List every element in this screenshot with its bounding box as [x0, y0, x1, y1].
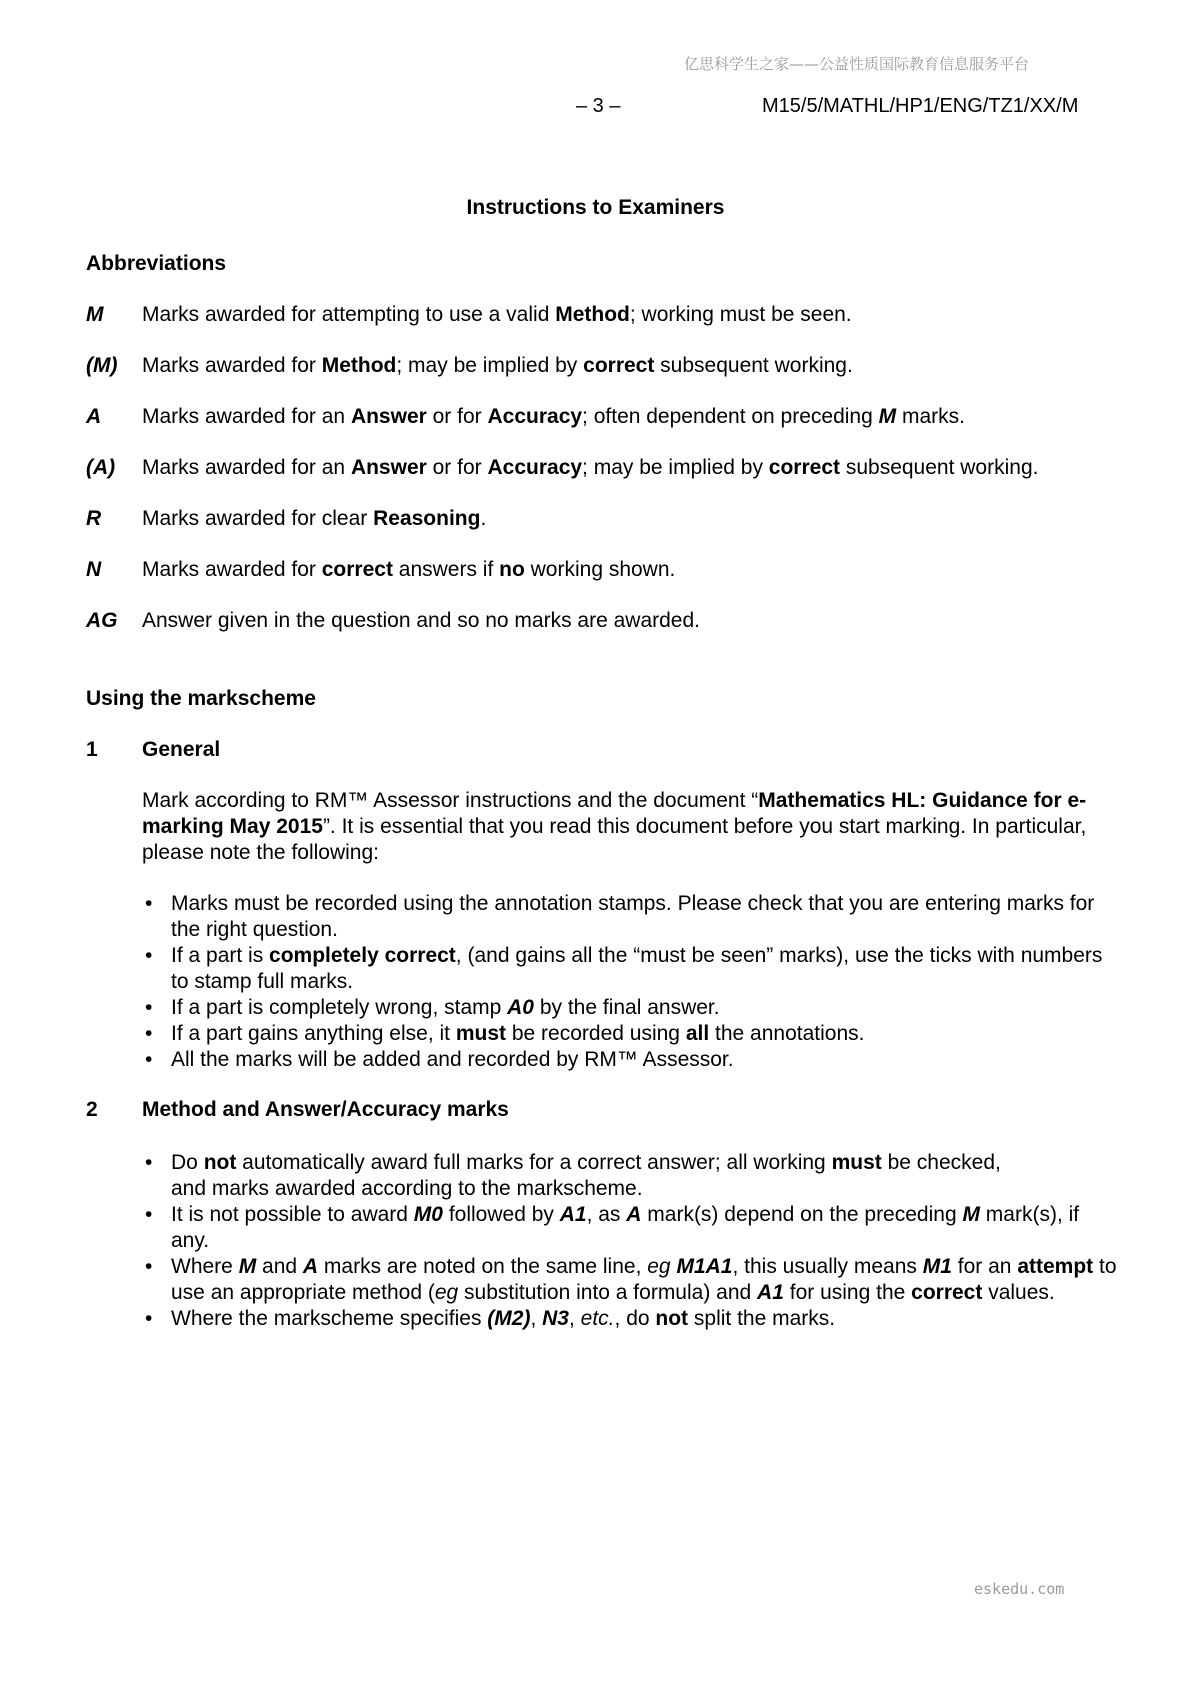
footer-watermark: eskedu.com: [974, 1580, 1065, 1598]
section-number: 2: [86, 1098, 98, 1121]
general-intro-paragraph: Mark according to RM™ Assessor instructions and the document “Mathematics HL: Guidance for e-marking May 2015”. It is essential that you read this document before you start marking. In particular, please note the following:: [142, 789, 1087, 864]
section-number: 1: [86, 738, 98, 761]
abbr-code: A: [86, 405, 102, 428]
list-item: • If a part is completely correct, (and gains all the “must be seen” marks), use the ticks with numbers to stamp full marks.: [142, 943, 1122, 995]
page-title: Instructions to Examiners: [466, 196, 725, 219]
list-item: • All the marks will be added and recorded by RM™ Assessor.: [142, 1047, 1122, 1073]
list-item: • It is not possible to award M0 followed by A1, as A mark(s) depend on the preceding M mark(s), if any.: [142, 1202, 1122, 1254]
abbr-definition: Marks awarded for attempting to use a valid Method; working must be seen.: [142, 303, 852, 326]
abbr-code: R: [86, 507, 102, 530]
abbr-code: M: [86, 303, 104, 326]
abbr-code: N: [86, 558, 102, 581]
abbr-code: (M): [86, 354, 118, 377]
section-heading-general: General: [142, 738, 221, 761]
document-code: M15/5/MATHL/HP1/ENG/TZ1/XX/M: [762, 95, 1079, 117]
using-markscheme-heading: Using the markscheme: [86, 687, 316, 710]
list-item: • If a part is completely wrong, stamp A0 by the final answer.: [142, 995, 1122, 1021]
abbreviations-heading: Abbreviations: [86, 252, 227, 275]
list-item: • Marks must be recorded using the annotation stamps. Please check that you are entering marks for the right question.: [142, 891, 1122, 943]
abbr-definition: Marks awarded for an Answer or for Accuracy; may be implied by correct subsequent working.: [142, 456, 1039, 479]
method-bullet-list: [142, 1150, 1122, 1332]
list-item: • Where M and A marks are noted on the same line, eg M1A1, this usually means M1 for an attempt to use an appropriate method (eg substitution into a formula) and A1 for using the correct values.: [142, 1254, 1122, 1306]
list-item: • Do not automatically award full marks for a correct answer; all working must be checked, and marks awarded according to the markscheme.: [142, 1150, 1122, 1202]
section-heading-method: Method and Answer/Accuracy marks: [142, 1098, 509, 1121]
abbr-definition: Marks awarded for correct answers if no working shown.: [142, 558, 676, 581]
abbr-code: AG: [86, 609, 118, 632]
header-watermark: 亿思科学生之家——公益性质国际教育信息服务平台: [684, 55, 1030, 73]
general-bullet-list: [142, 891, 1122, 1073]
abbr-code: (A): [86, 456, 116, 479]
abbr-definition: Marks awarded for an Answer or for Accuracy; often dependent on preceding M marks.: [142, 405, 965, 428]
abbr-definition: Marks awarded for clear Reasoning.: [142, 507, 487, 530]
page-number: – 3 –: [576, 95, 621, 117]
abbr-definition: Marks awarded for Method; may be implied by correct subsequent working.: [142, 354, 853, 377]
list-item: • If a part gains anything else, it must be recorded using all the annotations.: [142, 1021, 1122, 1047]
list-item: • Where the markscheme specifies (M2), N3, etc., do not split the marks.: [142, 1306, 1122, 1332]
abbr-definition: Answer given in the question and so no marks are awarded.: [142, 609, 700, 632]
